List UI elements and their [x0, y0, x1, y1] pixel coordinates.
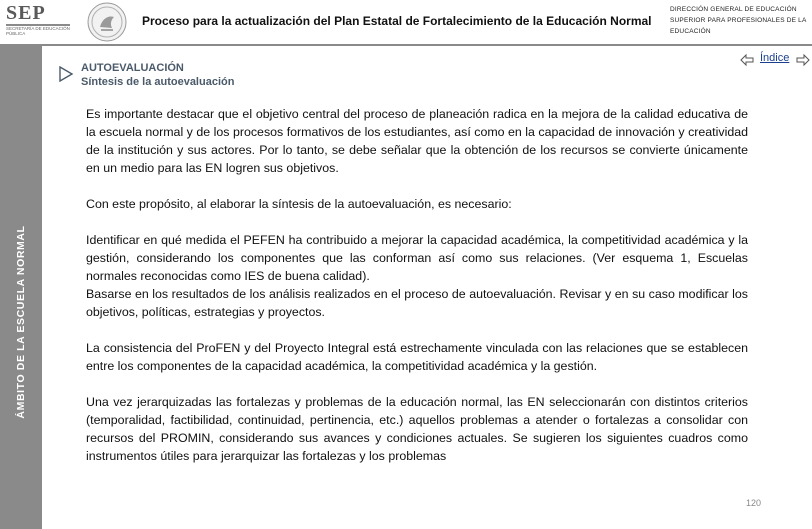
page-header	[0, 0, 812, 44]
paragraph-base: Basarse en los resultados de los análisis realizados en el proceso de autoevaluación. Revisar y en su caso modificar los objetivos, políticas, estrategias y proyectos.	[86, 287, 748, 319]
arrow-left-icon[interactable]	[740, 53, 754, 67]
paragraph-identify: Identificar en qué medida el PEFEN ha contribuido a mejorar la capacidad académica, la competitividad académica y la gestión, considerando los componentes que las conforman así como sus relaciones. (Ver esquema 1, Escuelas normales reconocidas como IES de buena calidad).	[86, 233, 748, 283]
header-divider	[0, 44, 812, 46]
play-outline-icon	[58, 66, 74, 82]
header-title: Proceso para la actualización del Plan Estatal de Fortalecimiento de la Educación Normal	[142, 14, 652, 28]
sidebar	[0, 46, 42, 529]
sep-logo-subtext: SECRETARÍA DE EDUCACIÓN PÚBLICA	[6, 26, 70, 36]
paragraph-prioritize: Una vez jerarquizadas las fortalezas y problemas de la educación normal, las EN seleccionarán con distintos criterios (temporalidad, factibilidad, continuidad, pertinencia, etc.) aquellos problemas a atender o fortalezas a consolidar con recursos del PROMIN, considerando sus avances y condiciones actuales. Se sugieren los siguientes cuadros como instrumentos útiles para jerarquizar las fortalezas y los problemas	[86, 395, 748, 463]
body-text	[86, 105, 748, 465]
paragraph-intro: Es importante destacar que el objetivo central del proceso de planeación radica en la mejora de la calidad educativa de la escuela normal y de los procesos formativos de los estudiantes, así como en la capacidad de innovación y creatividad de la institución y sus actores. Por lo tanto, se debe señalar que la obtención de los recursos se convierte únicamente en un medio para las EN logren sus objetivos.	[86, 107, 748, 175]
section-title: AUTOEVALUACIÓN	[81, 62, 184, 74]
paragraph-purpose: Con este propósito, al elaborar la síntesis de la autoevaluación, es necesario:	[86, 197, 512, 211]
sidebar-label: ÁMBITO DE LA ESCUELA NORMAL	[15, 225, 27, 419]
page-number: 120	[746, 498, 762, 508]
paragraph-consistency: La consistencia del ProFEN y del Proyecto Integral está estrechamente vinculada con las relaciones que se establecen entre los componentes de la capacidad académica, la competitividad académica y la gestión.	[86, 341, 748, 373]
sep-logo-text: SEP	[6, 2, 46, 24]
arrow-right-icon[interactable]	[796, 53, 810, 67]
coat-of-arms-icon	[86, 1, 128, 43]
index-link[interactable]: Índice	[760, 52, 790, 64]
header-institution: DIRECCIÓN GENERAL DE EDUCACIÓN SUPERIOR PARA PROFESIONALES DE LA EDUCACIÓN	[670, 6, 807, 35]
section-subtitle: Síntesis de la autoevaluación	[81, 76, 235, 88]
